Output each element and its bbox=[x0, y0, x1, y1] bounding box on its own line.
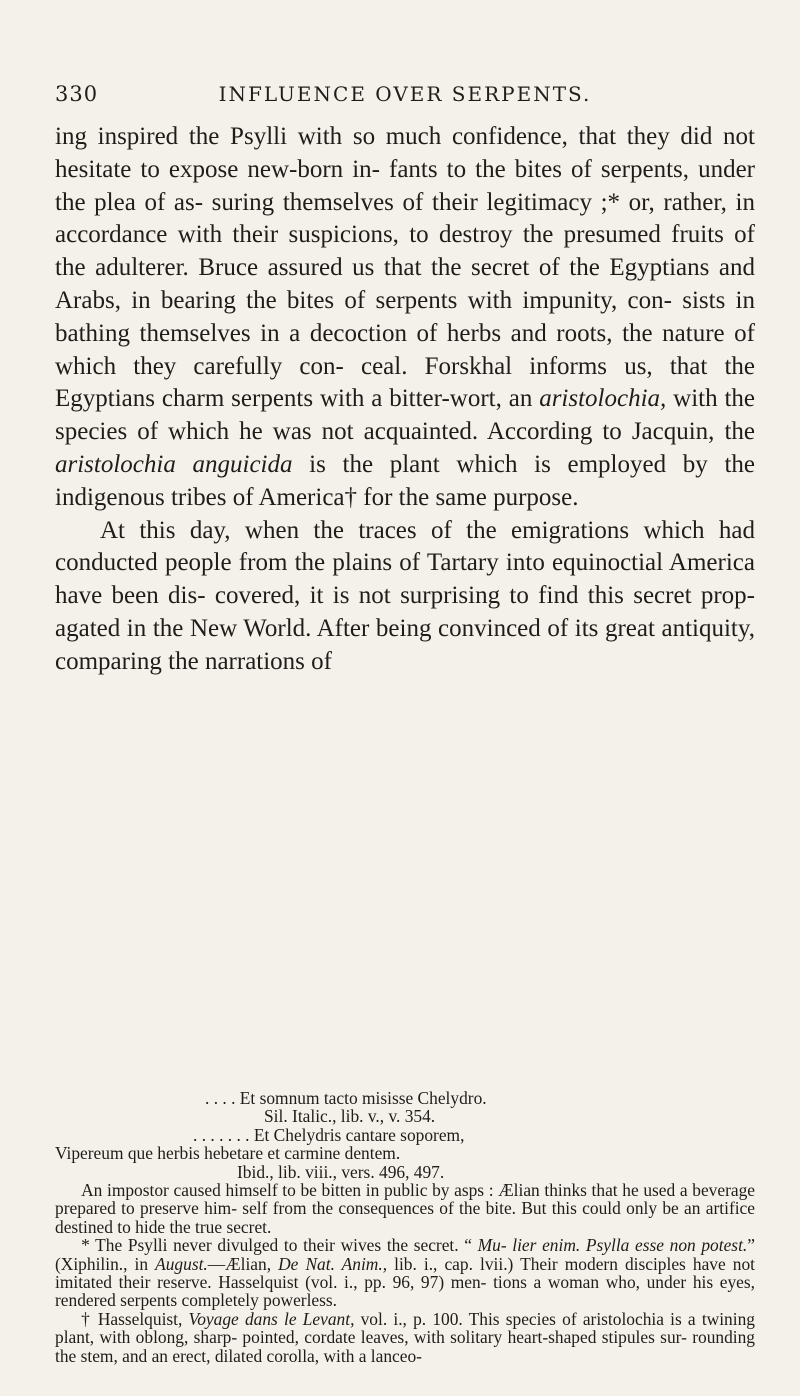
italic-aristolochia: aristolochia, bbox=[539, 385, 667, 413]
footnote-star-part-3: —Ælian, bbox=[207, 1253, 279, 1274]
page-number: 330 bbox=[55, 82, 99, 106]
footnote-star-italic-3: De Nat. Anim., bbox=[278, 1253, 388, 1274]
main-text bbox=[55, 121, 755, 679]
running-head: INFLUENCE OVER SERPENTS. bbox=[218, 82, 592, 106]
footnote-dagger-italic-1: Voyage dans le Levant, bbox=[188, 1308, 355, 1329]
citation-1: Sil. Italic., lib. v., v. 354. bbox=[264, 1106, 436, 1127]
paragraph-1-part-3: is the plant which is employed by the indigenous tribes of America† for the same purpose. bbox=[55, 450, 755, 511]
footnotes bbox=[55, 1089, 755, 1365]
citation-2: Ibid., lib. viii., vers. 496, 497. bbox=[237, 1161, 445, 1182]
footnote-star-part-4: lib. i., cap. lvii.) Their modern disciples have not imitated their reserve. Hasselquist (vol. i., pp. 96, 97) men- tions a woman who, under his eyes, rendered serpents completely powerless. bbox=[55, 1253, 755, 1311]
footnote-star-italic-2: August. bbox=[155, 1253, 208, 1274]
italic-aristolochia-anguicida: aristolochia anguicida bbox=[55, 450, 293, 478]
verse-line-1: . . . . Et somnum tacto misisse Chelydro. bbox=[205, 1088, 487, 1108]
verse-line-3: Vipereum que herbis hebetare et carmine dentem. bbox=[55, 1143, 401, 1164]
verse-line-2: . . . . . . . Et Chelydris cantare soporem, bbox=[193, 1124, 465, 1145]
paragraph-1 bbox=[55, 121, 755, 515]
paragraph-1-part-2: with the species of which he was not acquainted. According to Jacquin, the bbox=[55, 385, 755, 446]
footnote-star-italic-1: Mu- lier enim. Psylla esse non potest. bbox=[477, 1235, 748, 1256]
footnote-star bbox=[55, 1236, 755, 1310]
footnote-dagger bbox=[55, 1310, 755, 1365]
footnote-asps: An impostor caused himself to be bitten in public by asps : Ælian thinks that he used a beverage prepared to preserve him- self from the consequences of the bite. But this could only be an artifice destined to hide the true secret. bbox=[55, 1180, 755, 1237]
footnote-dagger-part-2: vol. i., p. 100. This species of aristolochia is a twining plant, with oblong, sharp- pointed, cordate leaves, with solitary heart-shaped stipules sur- rounding the stem, and an erect, dilated corolla, with a lanceo- bbox=[55, 1308, 755, 1366]
footnote-star-part-2: ” (Xiphilin., in bbox=[55, 1235, 755, 1274]
book-page bbox=[55, 0, 755, 1366]
paragraph-2: At this day, when the traces of the emigrations which had conducted people from the plains of Tartary into equinoctial America have been dis- covered, it is not surprising to find this secret prop- agated in the New World. After being convinced of its great antiquity, comparing the narrations of bbox=[55, 516, 755, 675]
page-header bbox=[55, 0, 755, 106]
footnote-dagger-part-1: † Hasselquist, bbox=[81, 1308, 189, 1329]
footnote-star-part-1: * The Psylli never divulged to their wives the secret. “ bbox=[81, 1235, 478, 1256]
paragraph-1-part-1: ing inspired the Psylli with so much confidence, that they did not hesitate to expose new-born in- fants to the bites of serpents, under the plea of as- suring themselves of their legitimacy ;* or, rather, in accordance with their suspicions, to destroy the presumed fruits of the adulterer. Bruce assured us that the secret of the Egyptians and Arabs, in bearing the bites of serpents with impunity, con- sists in bathing themselves in a decoction of herbs and roots, the nature of which they carefully con- ceal. Forskhal informs us, that the Egyptians charm serpents with a bitter-wort, an bbox=[55, 123, 755, 413]
